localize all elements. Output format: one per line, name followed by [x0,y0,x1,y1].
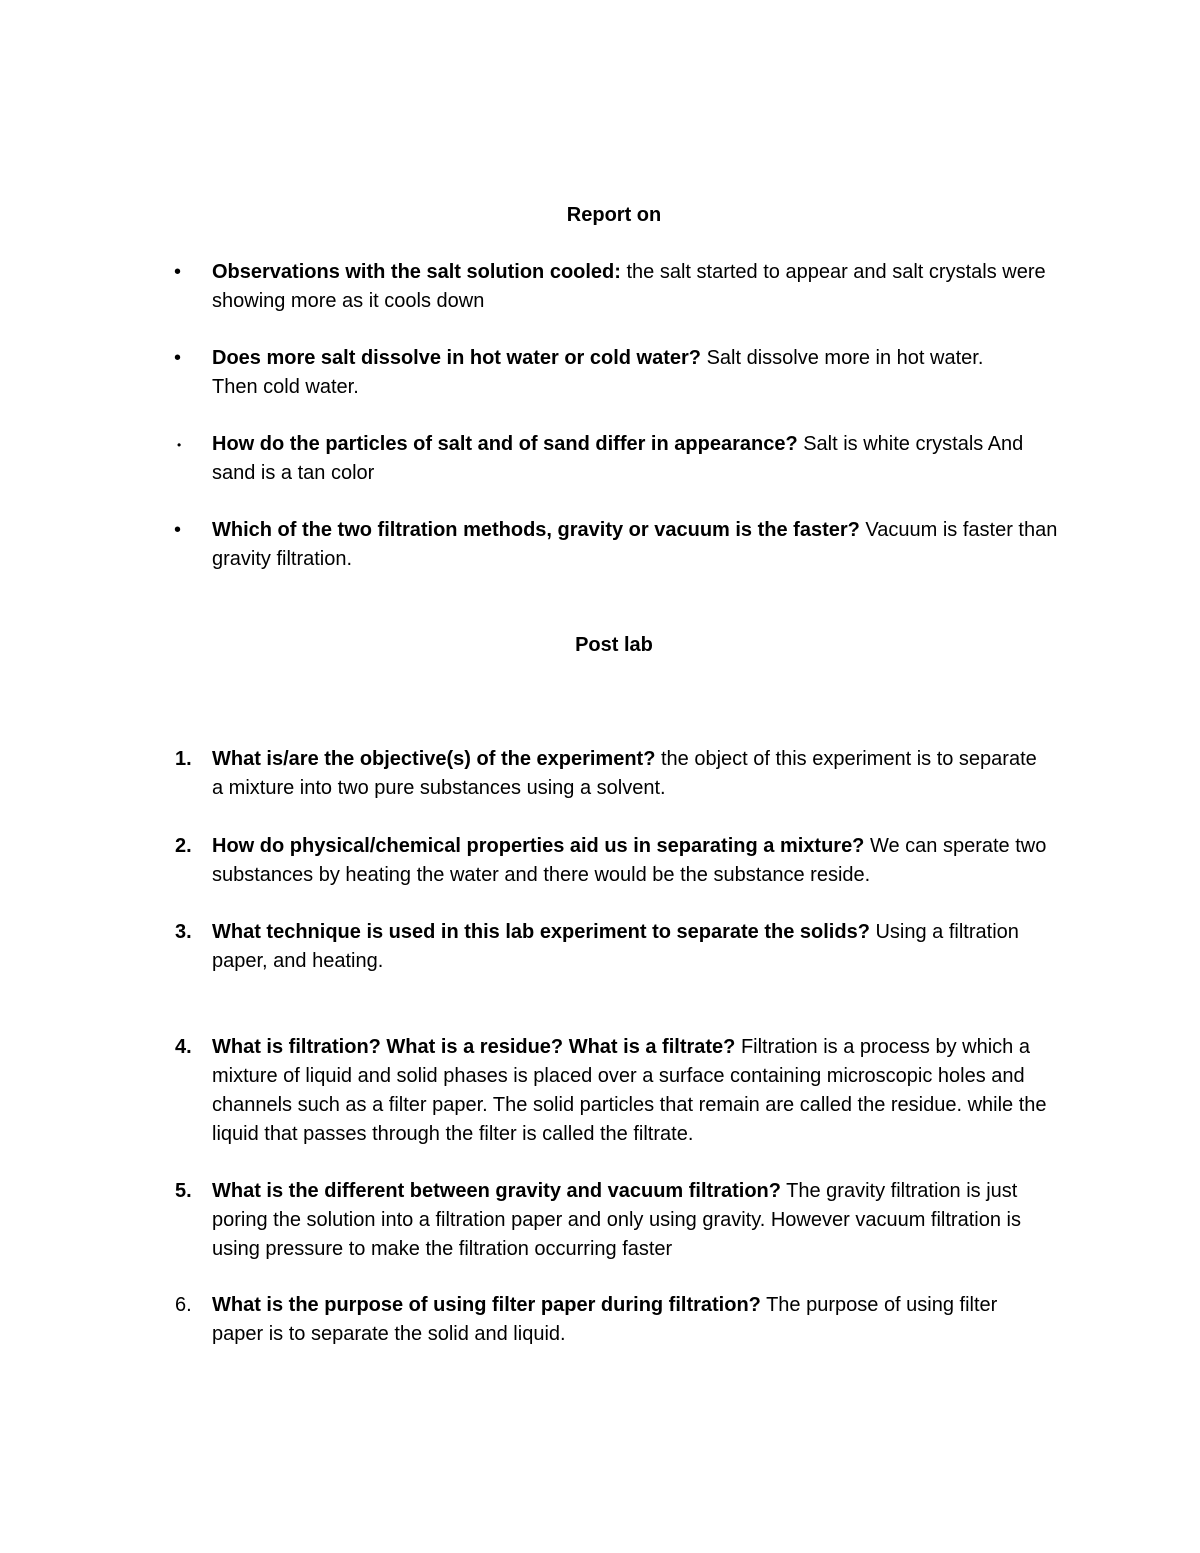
list-number: 4. [175,1036,192,1058]
postlab-item-2 [175,832,1052,890]
report-answer-1: the salt started to appear and salt crystals were showing more as it cools down [212,261,1046,312]
postlab-item-4 [175,1033,1072,1149]
report-heading: Report on [566,204,662,226]
bullet-marker: • [174,347,182,369]
list-number: 2. [175,835,192,857]
postlab-item-5 [175,1177,1052,1264]
report-item-4 [174,516,1072,574]
postlab-question-6: What is the purpose of using filter paper during filtration? [212,1294,761,1316]
postlab-answer-3: Using a filtration paper, and heating. [212,921,1019,972]
postlab-question-5: What is the different between gravity and vacuum filtration? [212,1180,781,1202]
report-item-2 [174,344,1032,402]
list-number: 5. [175,1180,192,1202]
postlab-question-3: What technique is used in this lab experiment to separate the solids? [212,921,870,943]
bullet-marker: • [174,519,182,541]
postlab-answer-1: the object of this experiment is to separate a mixture into two pure substances using a solvent. [212,748,1037,799]
postlab-question-4: What is filtration? What is a residue? What is a filtrate? [212,1036,736,1058]
bullet-marker: • [177,438,182,452]
postlab-answer-4: Filtration is a process by which a mixture of liquid and solid phases is placed over a surface containing microscopic holes and channels such as a filter paper. The solid particles that remain are called the residue. while the liquid that passes through the filter is called the filtrate. [212,1036,1047,1145]
postlab-item-1 [175,745,1042,803]
report-question-2: Does more salt dissolve in hot water or cold water? [212,347,702,369]
postlab-item-3 [175,918,1072,976]
report-answer-3: Salt is white crystals And sand is a tan color [212,433,1024,484]
report-question-4: Which of the two filtration methods, gravity or vacuum is the faster? [212,519,860,541]
report-item-3 [177,430,1032,488]
postlab-answer-6: The purpose of using filter paper is to separate the solid and liquid. [212,1294,998,1345]
report-question-3: How do the particles of salt and of sand differ in appearance? [212,433,798,455]
bullet-marker: • [174,261,182,283]
postlab-item-6 [175,1291,1052,1349]
report-answer-2: Salt dissolve more in hot water. Then cold water. [212,347,984,398]
postlab-answer-2: We can sperate two substances by heating the water and there would be the substance reside. [212,835,1047,886]
report-question-1: Observations with the salt solution cooled: [212,261,621,283]
list-number: 3. [175,921,192,943]
report-item-1 [174,258,1062,316]
postlab-answer-5: The gravity filtration is just poring the solution into a filtration paper and only using gravity. However vacuum filtration is using pressure to make the filtration occurring faster [212,1180,1021,1260]
list-number: 6. [175,1294,192,1316]
postlab-question-1: What is/are the objective(s) of the experiment? [212,748,656,770]
postlab-heading: Post lab [575,634,653,656]
list-number: 1. [175,748,192,770]
postlab-question-2: How do physical/chemical properties aid us in separating a mixture? [212,835,865,857]
report-answer-4: Vacuum is faster than gravity filtration. [212,519,1058,570]
